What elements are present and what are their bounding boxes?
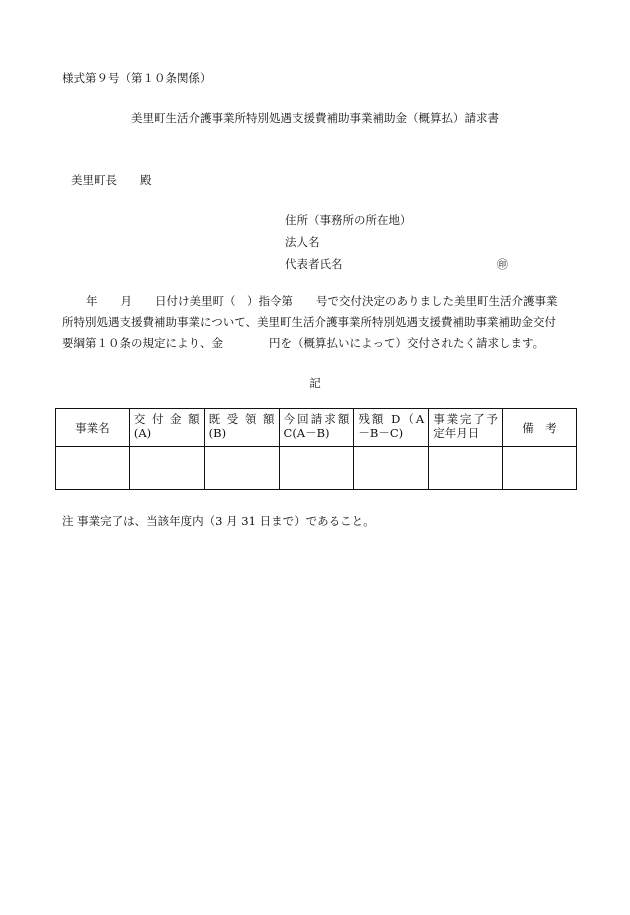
cell-completion-date[interactable]	[429, 447, 503, 490]
cell-grant-amount[interactable]	[129, 447, 204, 490]
header-received-amount	[204, 409, 279, 447]
document-title: 美里町生活介護事業所特別処遇支援費補助事業補助金（概算払）請求書	[131, 111, 499, 125]
header-project-name: 事業名	[56, 409, 130, 447]
header-completion-date-line2: 定年月日	[433, 426, 480, 440]
header-grant-amount-label: 交付金額	[133, 412, 200, 426]
header-current-request-label: 今回請求額	[283, 412, 350, 426]
header-completion-date	[429, 409, 503, 447]
table-row	[56, 447, 577, 490]
header-remarks: 備 考	[503, 409, 577, 447]
header-grant-amount	[129, 409, 204, 447]
header-current-request	[279, 409, 354, 447]
header-current-request-code: C(A－B)	[283, 426, 330, 440]
header-balance-label: 残額 D（A	[358, 412, 425, 426]
request-body	[62, 291, 582, 354]
cell-project-name[interactable]	[56, 447, 130, 490]
footnote: 注 事業完了は、当該年度内（3 月 31 日まで）であること。	[62, 514, 375, 528]
header-received-amount-label: 既受領額	[208, 412, 275, 426]
cell-current-request[interactable]	[279, 447, 354, 490]
request-table	[55, 408, 577, 490]
cell-received-amount[interactable]	[204, 447, 279, 490]
body-line-3: 要綱第１０条の規定により、金 円を（概算払いによって）交付されたく請求します。	[62, 336, 545, 350]
header-balance	[354, 409, 429, 447]
header-balance-code: －B－C)	[358, 426, 404, 440]
cell-balance[interactable]	[354, 447, 429, 490]
header-grant-amount-code: (A)	[133, 426, 152, 440]
body-line-2: 所特別処遇支援費補助事業について、美里町生活介護事業所特別処遇支援費補助事業補助金交付	[62, 315, 557, 329]
cell-remarks[interactable]	[503, 447, 577, 490]
header-completion-date-line1: 事業完了予	[433, 412, 499, 426]
header-received-amount-code: (B)	[208, 426, 227, 440]
table-header-row	[56, 409, 577, 447]
address-label: 住所（事務所の所在地）	[285, 213, 412, 227]
body-line-1: 年 月 日付け美里町（ ）指令第 号で交付決定のありました美里町生活介護事業	[86, 294, 558, 308]
addressee: 美里町長 殿	[71, 173, 152, 187]
ki-heading: 記	[309, 376, 321, 390]
corporation-name-label: 法人名	[285, 235, 320, 249]
seal-mark: ㊞	[497, 258, 508, 271]
representative-name-label: 代表者氏名	[285, 257, 343, 271]
form-number: 様式第９号（第１０条関係）	[62, 71, 212, 85]
